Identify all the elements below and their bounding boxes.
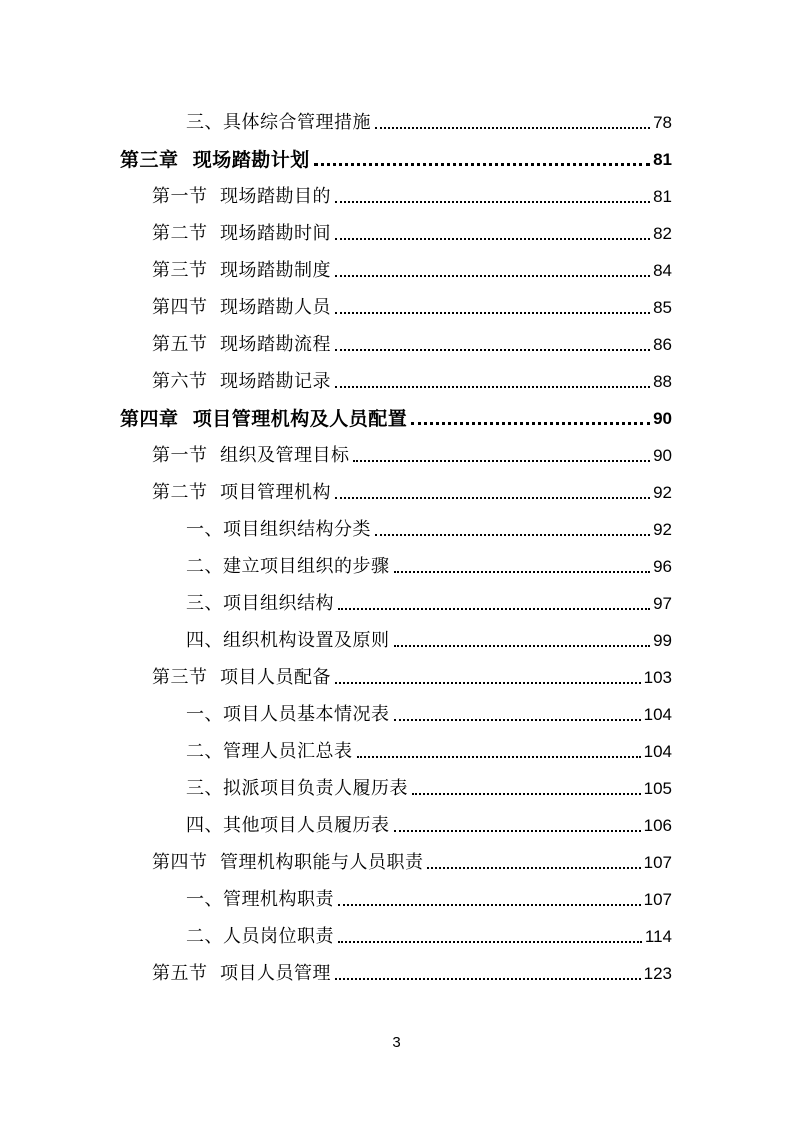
- toc-section-entry[interactable]: [152, 363, 672, 393]
- toc-entry-label: 第一节 组织及管理目标: [152, 445, 350, 466]
- toc-entry-page: 90: [653, 446, 672, 465]
- toc-leader-dots: [335, 348, 650, 351]
- toc-entry[interactable]: [186, 622, 672, 652]
- toc-chapter-entry[interactable]: [120, 400, 672, 430]
- toc-entry-label: 一、项目组织结构分类: [186, 519, 371, 540]
- toc-entry-page: 114: [644, 927, 672, 946]
- toc-entry-page: 96: [653, 557, 672, 576]
- toc-entry-page: 106: [643, 816, 672, 835]
- toc-section-entry[interactable]: [152, 252, 672, 282]
- toc-entry[interactable]: [186, 511, 672, 541]
- toc-entry-page: 85: [653, 298, 672, 317]
- toc-entry[interactable]: [186, 696, 672, 726]
- toc-entry-page: 92: [653, 483, 672, 502]
- toc-section-entry[interactable]: [152, 215, 672, 245]
- toc-entry[interactable]: [186, 770, 672, 800]
- toc-leader-dots: [314, 162, 650, 166]
- toc-entry[interactable]: [186, 585, 672, 615]
- toc-entry[interactable]: [186, 548, 672, 578]
- toc-section-entry[interactable]: [152, 437, 672, 467]
- toc-entry-page: 81: [653, 150, 672, 169]
- toc-entry-label: 第四节 现场踏勘人员: [152, 297, 331, 318]
- toc-leader-dots: [375, 126, 650, 129]
- toc-entry-label: 第三节 项目人员配备: [152, 667, 331, 688]
- toc-entry-page: 103: [643, 668, 672, 687]
- toc-leader-dots: [394, 829, 641, 832]
- toc-leader-dots: [394, 718, 641, 721]
- toc-entry-page: 86: [653, 335, 672, 354]
- toc-leader-dots: [394, 644, 651, 647]
- toc-leader-dots: [335, 311, 650, 314]
- toc-leader-dots: [338, 607, 650, 610]
- toc-entry-page: 104: [643, 705, 672, 724]
- toc-entry-page: 88: [653, 372, 672, 391]
- toc-section-entry[interactable]: [152, 289, 672, 319]
- toc-entry-page: 123: [643, 964, 672, 983]
- toc-entry-page: 107: [643, 890, 672, 909]
- toc-leader-dots: [412, 792, 641, 795]
- toc-entry-label: 第五节 项目人员管理: [152, 963, 331, 984]
- toc-entry-label: 一、管理机构职责: [186, 889, 334, 910]
- toc-entry-label: 第一节 现场踏勘目的: [152, 186, 331, 207]
- toc-entry-label: 二、建立项目组织的步骤: [186, 556, 390, 577]
- toc-entry-label: 第五节 现场踏勘流程: [152, 334, 331, 355]
- toc-leader-dots: [335, 385, 650, 388]
- toc-entry[interactable]: [186, 104, 672, 134]
- toc-entry-label: 四、其他项目人员履历表: [186, 815, 390, 836]
- toc-leader-dots: [335, 977, 641, 980]
- toc-section-entry[interactable]: [152, 955, 672, 985]
- toc-entry-label: 第四节 管理机构职能与人员职责: [152, 852, 424, 873]
- toc-leader-dots: [411, 421, 650, 425]
- toc-leader-dots: [335, 681, 641, 684]
- toc-leader-dots: [357, 755, 641, 758]
- toc-entry-label: 三、具体综合管理措施: [186, 112, 371, 133]
- toc-entry-label: 第三章 现场踏勘计划: [120, 149, 310, 171]
- toc-entry-page: 81: [653, 187, 672, 206]
- toc-leader-dots: [353, 459, 650, 462]
- toc-entry-label: 第六节 现场踏勘记录: [152, 371, 331, 392]
- toc-entry-label: 三、拟派项目负责人履历表: [186, 778, 408, 799]
- toc-entry-page: 82: [653, 224, 672, 243]
- toc-section-entry[interactable]: [152, 178, 672, 208]
- toc-section-entry[interactable]: [152, 474, 672, 504]
- toc-entry-label: 第二节 现场踏勘时间: [152, 223, 331, 244]
- toc-leader-dots: [335, 496, 650, 499]
- toc-section-entry[interactable]: [152, 326, 672, 356]
- toc-leader-dots: [375, 533, 650, 536]
- toc-entry[interactable]: [186, 881, 672, 911]
- toc-entry-label: 第三节 现场踏勘制度: [152, 260, 331, 281]
- toc-entry-page: 97: [653, 594, 672, 613]
- toc-entry-page: 78: [653, 113, 672, 132]
- toc-section-entry[interactable]: [152, 659, 672, 689]
- toc-entry-page: 105: [643, 779, 672, 798]
- toc-entry-page: 107: [643, 853, 672, 872]
- toc-entry[interactable]: [186, 733, 672, 763]
- toc-entry-page: 90: [653, 409, 672, 428]
- toc-leader-dots: [427, 866, 640, 869]
- toc-entry-label: 第四章 项目管理机构及人员配置: [120, 408, 408, 430]
- toc-entry[interactable]: [186, 807, 672, 837]
- toc-leader-dots: [394, 570, 651, 573]
- toc-leader-dots: [338, 940, 642, 943]
- toc-entry-page: 99: [653, 631, 672, 650]
- page-number: 3: [392, 1034, 401, 1051]
- toc-entry-page: 84: [653, 261, 672, 280]
- toc-leader-dots: [335, 200, 650, 203]
- toc-entry-label: 第二节 项目管理机构: [152, 482, 331, 503]
- toc-leader-dots: [338, 903, 641, 906]
- toc-leader-dots: [335, 237, 650, 240]
- toc-entry-label: 二、管理人员汇总表: [186, 741, 353, 762]
- toc-entry-label: 三、项目组织结构: [186, 593, 334, 614]
- toc-entry[interactable]: [186, 918, 672, 948]
- toc-section-entry[interactable]: [152, 844, 672, 874]
- toc-entry-label: 二、人员岗位职责: [186, 926, 334, 947]
- toc-chapter-entry[interactable]: [120, 141, 672, 171]
- toc-entry-label: 一、项目人员基本情况表: [186, 704, 390, 725]
- toc-entry-label: 四、组织机构设置及原则: [186, 630, 390, 651]
- toc-entry-page: 104: [643, 742, 672, 761]
- toc-entry-page: 92: [653, 520, 672, 539]
- toc-leader-dots: [335, 274, 650, 277]
